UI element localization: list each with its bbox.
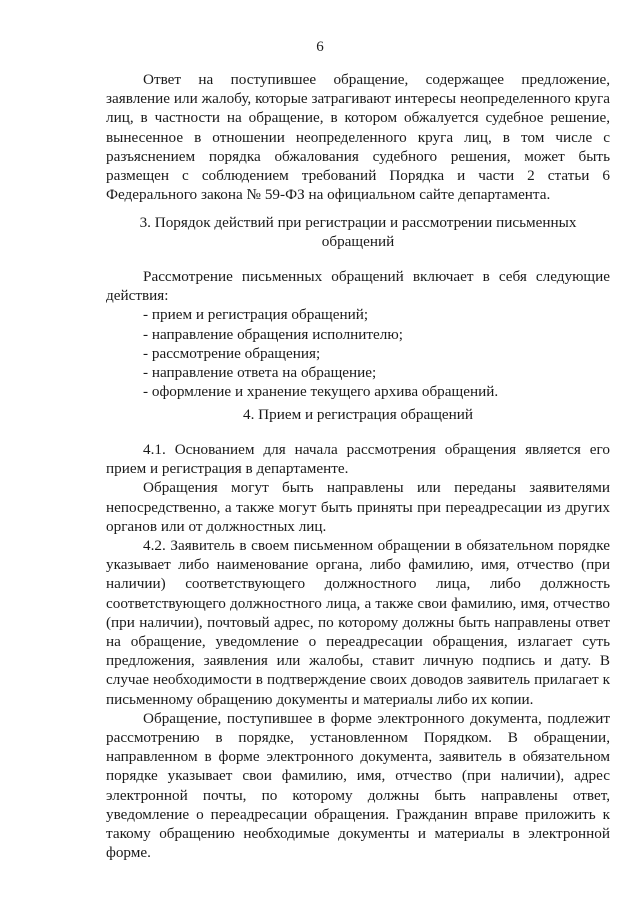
paragraph-submission: Обращения могут быть направлены или переданы заявителями непосредственно, а также могут быть приняты при переадресации из других органов или от должностных лиц. <box>106 479 610 535</box>
section-3-heading <box>106 213 610 251</box>
section-3-intro: Рассмотрение письменных обращений включает в себя следующие действия: <box>106 268 610 305</box>
paragraph-text: Ответ на поступившее обращение, содержащее предложение, заявление или жалобу, которые затрагивают интересы неопределенного круга лиц, в частности на обращение, в котором обжалуется судебное решение, вынесенное в отношении неопределенного круга лиц, в том числе с разъяснением порядка обжалования судебного решения, может быть размещен с соблюдением требований Порядка и части 2 статьи 6 Федерального закона № 59-ФЗ на официальном сайте департамента. <box>106 71 610 204</box>
list-item: - оформление и хранение текущего архива обращений. <box>143 383 499 401</box>
page-number: 6 <box>316 39 324 55</box>
paragraph-response-publication <box>106 70 610 204</box>
list-item: - рассмотрение обращения; <box>143 344 321 362</box>
list-item: - прием и регистрация обращений; <box>143 306 369 324</box>
section-4-body <box>106 440 610 862</box>
section-3-heading-line2: обращений <box>321 233 395 251</box>
paragraph-4-2: 4.2. Заявитель в своем письменном обращении в обязательном порядке указывает либо наименование органа, либо фамилию, имя, отчество (при наличии) соответствующего должностного лица, либо должность соответствующего должностного лица, а также свои фамилию, имя, отчество (при наличии), почтовый адрес, по которому должны быть направлены ответ на обращение, уведомление о переадресации обращения, излагает суть предложения, заявления или жалобы, ставит личную подпись и дату. В случае необходимости в подтверждение своих доводов заявитель прилагает к письменному обращению документы и материалы либо их копии. <box>106 537 610 708</box>
list-item: - направление ответа на обращение; <box>143 364 377 382</box>
section-4-heading: 4. Прием и регистрация обращений <box>242 406 474 423</box>
section-3-heading-line1: 3. Порядок действий при регистрации и рассмотрении письменных <box>139 214 577 231</box>
list-item: - направление обращения исполнителю; <box>143 325 403 343</box>
section-4-heading-block <box>106 405 610 424</box>
paragraph-electronic: Обращение, поступившее в форме электронного документа, подлежит рассмотрению в порядке, установленном Порядком. В обращении, направленном в форме электронного документа, заявитель в обязательном порядке указывает свои фамилию, имя, отчество (при наличии), адрес электронной почты, по которому должны быть направлены ответ, уведомление о переадресации обращения. Гражданин вправе приложить к такому обращению необходимые документы и материалы в электронной форме. <box>106 709 610 862</box>
paragraph-4-1: 4.1. Основанием для начала рассмотрения обращения является его прием и регистрация в департаменте. <box>106 441 610 478</box>
section-3-body <box>106 267 610 401</box>
